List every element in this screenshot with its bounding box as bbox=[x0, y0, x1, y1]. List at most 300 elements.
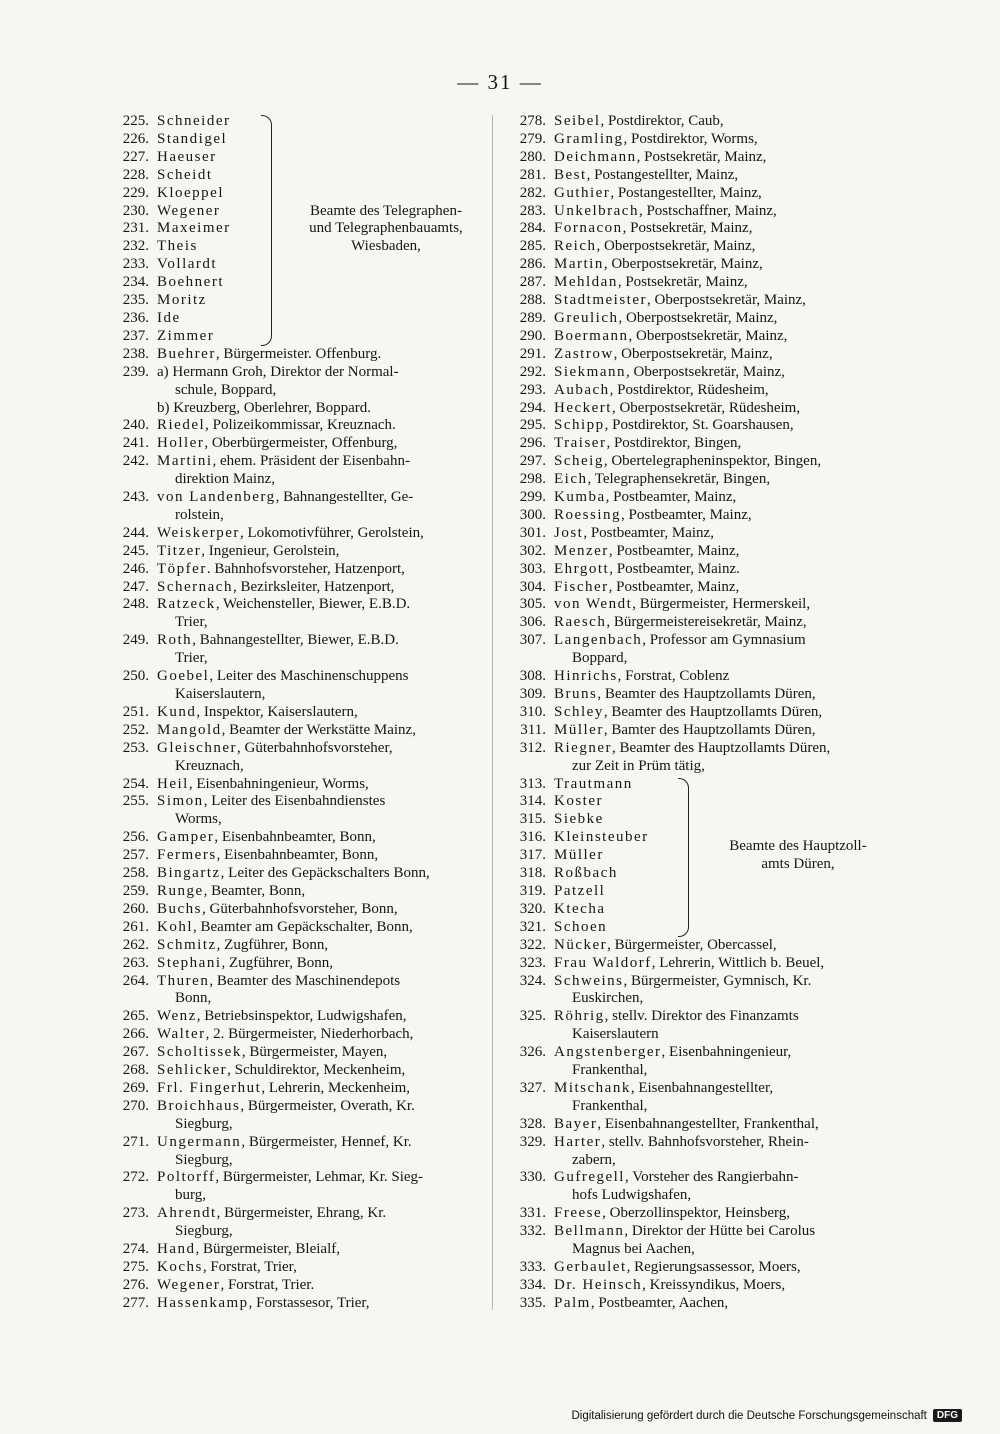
entry-text: , Polizeikommissar, Kreuznach. bbox=[205, 417, 396, 434]
entry-number: 269. bbox=[122, 1079, 149, 1096]
entry-text: , stellv. Bahnhofsvorsteher, Rhein- bbox=[601, 1133, 809, 1150]
entry-text: , Oberpostsekretär, Mainz, bbox=[647, 292, 806, 309]
entry-name: Guthier bbox=[554, 184, 611, 201]
entry-name: Eich bbox=[554, 471, 588, 488]
entry-name: Siebke bbox=[554, 811, 604, 828]
entry-text: , Postsekretär, Mainz, bbox=[622, 220, 753, 237]
entry-number: 303. bbox=[519, 560, 546, 577]
entry-number: 314. bbox=[519, 793, 546, 810]
list-item bbox=[103, 292, 488, 310]
entry-text: , Forstassesor, Trier, bbox=[248, 1294, 370, 1311]
entry-name: Schneider bbox=[157, 113, 231, 129]
entry-name: Roessing bbox=[554, 506, 622, 523]
entry-number: 284. bbox=[519, 220, 546, 237]
entry-text: , Oberpostsekretär, Mainz, bbox=[596, 238, 756, 255]
entry-text: Magnus bei Aachen, bbox=[572, 1241, 695, 1258]
entry-name: Buehrer bbox=[157, 345, 216, 362]
entry-number: 225. bbox=[122, 113, 149, 129]
entry-text: , Vorsteher des Rangierbahn- bbox=[624, 1169, 799, 1186]
list-item bbox=[103, 113, 488, 131]
entry-number: 313. bbox=[519, 775, 546, 792]
list-item bbox=[103, 167, 488, 185]
list-item bbox=[103, 632, 488, 668]
entry-number: 297. bbox=[519, 453, 546, 470]
entry-name: Seibel bbox=[554, 113, 601, 129]
entry-number: 312. bbox=[519, 739, 546, 756]
entry-text: , Postdirektor, Rüdesheim, bbox=[609, 381, 769, 398]
entry-text: , Bürgermeister, Lehmar, Kr. Sieg- bbox=[215, 1169, 424, 1186]
entry-text: , Bürgermeister, Mayen, bbox=[241, 1044, 388, 1061]
dfg-logo-icon: DFG bbox=[933, 1409, 962, 1422]
entry-text: , Oberpostsekretär, Rüdesheim, bbox=[611, 399, 801, 416]
list-item bbox=[500, 1044, 892, 1080]
list-item bbox=[103, 740, 488, 776]
entry-text: , Regierungsassessor, Moers, bbox=[626, 1259, 801, 1275]
list-item bbox=[103, 328, 488, 346]
list-item bbox=[103, 722, 488, 740]
entry-number: 261. bbox=[122, 918, 149, 935]
entry-name: Runge bbox=[157, 882, 204, 899]
entry-number: 287. bbox=[519, 274, 546, 291]
entry-number: 317. bbox=[519, 847, 546, 864]
entry-number: 328. bbox=[519, 1115, 546, 1132]
entry-name: Trautmann bbox=[554, 775, 633, 792]
entry-text: , Postsekretär, Mainz, bbox=[617, 274, 748, 291]
left-entry-list bbox=[103, 346, 488, 1313]
entry-name: Harter bbox=[554, 1133, 602, 1150]
entry-name: Aubach bbox=[554, 381, 610, 398]
entry-name: Frl. Fingerhut bbox=[157, 1079, 262, 1096]
entry-number: 335. bbox=[519, 1294, 546, 1311]
entry-number: 309. bbox=[519, 686, 546, 702]
list-item bbox=[500, 203, 892, 221]
entry-text: , Oberpostsekretär, Mainz, bbox=[628, 327, 788, 344]
entry-number: 256. bbox=[122, 829, 149, 846]
entry-number: 262. bbox=[122, 936, 149, 953]
list-item bbox=[103, 543, 488, 561]
entry-name: Boehnert bbox=[157, 274, 224, 291]
entry-number: 282. bbox=[519, 184, 546, 201]
list-item bbox=[500, 1008, 892, 1044]
entry-name: Menzer bbox=[554, 542, 609, 559]
entry-name: Kleinsteuber bbox=[554, 829, 649, 846]
entry-name: Gramling bbox=[554, 130, 624, 147]
entry-text: Kreuznach, bbox=[175, 757, 244, 774]
list-item bbox=[103, 274, 488, 292]
entry-name: Jost bbox=[554, 524, 584, 541]
entry-number: 332. bbox=[519, 1223, 546, 1240]
entry-number: 311. bbox=[520, 721, 546, 738]
entry-name: Thuren bbox=[157, 972, 210, 989]
entry-name: Vollardt bbox=[157, 256, 218, 273]
entry-number: 231. bbox=[122, 220, 149, 237]
entry-name: Langenbach bbox=[554, 632, 643, 649]
entry-number: 298. bbox=[519, 471, 546, 488]
entry-number: 252. bbox=[122, 721, 149, 738]
entry-name: Kochs bbox=[157, 1259, 203, 1275]
entry-number: 253. bbox=[122, 739, 149, 756]
list-item bbox=[103, 883, 488, 901]
entry-number: 259. bbox=[122, 882, 149, 899]
entry-text: , Beamter des Hauptzollamts Düren, bbox=[603, 703, 823, 720]
list-item bbox=[103, 973, 488, 1009]
list-item bbox=[103, 185, 488, 203]
entry-number: 248. bbox=[122, 596, 149, 613]
entry-number: 263. bbox=[122, 954, 149, 971]
entry-text: , Postbeamter, Mainz, bbox=[608, 578, 740, 595]
entry-number: 228. bbox=[122, 166, 149, 183]
list-item bbox=[103, 865, 488, 883]
entry-number: 226. bbox=[122, 130, 149, 147]
entry-text: , Oberbürgermeister, Offenburg, bbox=[204, 435, 398, 452]
entry-text: , Direktor der Hütte bei Carolus bbox=[624, 1223, 816, 1240]
list-item bbox=[500, 704, 892, 722]
entry-number: 241. bbox=[122, 435, 149, 452]
entry-text: , Professor am Gymnasium bbox=[642, 632, 806, 649]
entry-text: , Betriebsinspektor, Ludwigshafen, bbox=[196, 1008, 407, 1025]
entry-name: Scheidt bbox=[157, 166, 213, 183]
list-item bbox=[500, 686, 892, 704]
entry-name: Palm bbox=[554, 1294, 591, 1311]
list-item bbox=[103, 901, 488, 919]
list-item bbox=[500, 1223, 892, 1259]
entry-name: Walter bbox=[157, 1026, 206, 1043]
entry-number: 288. bbox=[519, 292, 546, 309]
list-item bbox=[103, 310, 488, 328]
list-item bbox=[500, 596, 892, 614]
entry-text: , Oberpostsekretär, Mainz, bbox=[618, 309, 778, 326]
list-item bbox=[500, 955, 892, 973]
entry-text: zabern, bbox=[572, 1151, 616, 1168]
entry-name: Titzer bbox=[157, 542, 202, 559]
entry-name: Schweins bbox=[554, 972, 624, 989]
entry-number: 229. bbox=[122, 184, 149, 201]
list-item bbox=[103, 149, 488, 167]
entry-number: 242. bbox=[122, 453, 149, 470]
entry-number: 306. bbox=[519, 614, 546, 631]
list-item bbox=[500, 185, 892, 203]
entry-name: Kloeppel bbox=[157, 184, 224, 201]
entry-number: 299. bbox=[519, 489, 546, 506]
list-item bbox=[500, 292, 892, 310]
entry-name: Gleischner bbox=[157, 739, 237, 756]
entry-name: Fornacon bbox=[554, 220, 623, 237]
entry-text: , ehem. Präsident der Eisenbahn- bbox=[212, 453, 410, 470]
entry-name: Hand bbox=[157, 1241, 196, 1258]
entry-name: Töpfer bbox=[157, 560, 207, 577]
entry-name: Deichmann bbox=[554, 148, 637, 165]
entry-text: , Bürgermeister, Ehrang, Kr. bbox=[216, 1205, 387, 1222]
list-item bbox=[500, 793, 892, 811]
entry-text: Trier, bbox=[175, 614, 208, 631]
entry-name: Standigel bbox=[157, 130, 228, 147]
list-item bbox=[500, 579, 892, 597]
entry-name: von Landenberg bbox=[157, 489, 276, 506]
list-item bbox=[500, 919, 892, 937]
entry-name: Greulich bbox=[554, 309, 619, 326]
entry-text: . Bahnhofsvorsteher, Hatzenport, bbox=[206, 560, 405, 577]
list-item bbox=[500, 131, 892, 149]
entry-text: , Bürgermeister, Obercassel, bbox=[607, 936, 777, 953]
entry-text: , Postangestellter, Mainz, bbox=[610, 184, 762, 201]
entry-name: Siekmann bbox=[554, 363, 626, 380]
list-item bbox=[103, 596, 488, 632]
entry-text: , Oberpostsekretär, Mainz, bbox=[603, 256, 763, 273]
list-item bbox=[500, 1259, 892, 1277]
entry-number: 292. bbox=[519, 363, 546, 380]
group-label-line: Beamte des Hauptzoll- bbox=[729, 838, 867, 855]
entry-text: , Beamter des Hauptzollamts Düren, bbox=[597, 686, 816, 702]
list-item bbox=[103, 561, 488, 579]
entry-name: Wegener bbox=[157, 202, 221, 219]
entry-name: Angstenberger bbox=[554, 1044, 662, 1061]
entry-text: , Bahnangestellter, Ge- bbox=[275, 489, 414, 506]
entry-name: Müller bbox=[554, 721, 604, 738]
entry-number: 296. bbox=[519, 435, 546, 452]
footer-text: Digitalisierung gefördert durch die Deutsche Forschungsgemeinschaft bbox=[571, 1409, 927, 1422]
list-item bbox=[500, 1080, 892, 1116]
entry-text: , Güterbahnhofsvorsteher, Bonn, bbox=[202, 900, 398, 917]
entry-text: a) Hermann Groh, Direktor der Normal- bbox=[157, 363, 399, 380]
entry-name: Ide bbox=[157, 309, 181, 326]
entry-name: Hinrichs bbox=[554, 668, 618, 685]
list-item bbox=[500, 256, 892, 274]
entry-number: 294. bbox=[519, 399, 546, 416]
entry-text: , Bürgermeistereisekretär, Mainz, bbox=[606, 614, 807, 631]
right-entry-list-a bbox=[500, 113, 892, 776]
entry-text: zur Zeit in Prüm tätig, bbox=[572, 757, 705, 774]
group-label-line: Beamte des Telegraphen- bbox=[310, 202, 462, 219]
entry-name: von Wendt bbox=[554, 596, 633, 613]
entry-name: Broichhaus bbox=[157, 1097, 241, 1114]
entry-text: , Bürgermeister, Hennef, Kr. bbox=[241, 1133, 412, 1150]
entry-name: Wenz bbox=[157, 1008, 197, 1025]
entry-text: , Kreissyndikus, Moers, bbox=[642, 1276, 786, 1293]
list-item bbox=[500, 668, 892, 686]
list-item bbox=[103, 417, 488, 435]
entry-text: , Lehrerin, Wittlich b. Beuel, bbox=[651, 954, 825, 971]
entry-number: 268. bbox=[122, 1062, 149, 1079]
list-item bbox=[500, 937, 892, 955]
entry-name: Mangold bbox=[157, 721, 222, 738]
entry-name: Bingartz bbox=[157, 865, 221, 882]
list-item bbox=[500, 400, 892, 418]
entry-number: 302. bbox=[519, 542, 546, 559]
entry-number: 275. bbox=[122, 1259, 149, 1275]
list-item bbox=[500, 113, 892, 131]
right-column bbox=[500, 113, 892, 1313]
list-item bbox=[500, 973, 892, 1009]
list-item bbox=[103, 346, 488, 364]
entry-number: 286. bbox=[519, 256, 546, 273]
entry-text: Trier, bbox=[175, 650, 208, 667]
entry-number: 250. bbox=[122, 668, 149, 685]
entry-text: , Eisenbahnbeamter, Bonn, bbox=[214, 829, 376, 846]
entry-name: Fermers bbox=[157, 847, 217, 864]
list-item bbox=[500, 740, 892, 776]
entry-name: Dr. Heinsch bbox=[554, 1276, 643, 1293]
list-item bbox=[103, 435, 488, 453]
list-item bbox=[500, 346, 892, 364]
entry-text: , Postbeamter, Mainz. bbox=[609, 560, 740, 577]
list-item bbox=[500, 1169, 892, 1205]
entry-text: Siegburg, bbox=[175, 1223, 233, 1240]
entry-number: 331. bbox=[519, 1205, 546, 1222]
entry-text: hofs Ludwigshafen, bbox=[572, 1187, 692, 1204]
list-item bbox=[500, 543, 892, 561]
group-label bbox=[698, 838, 898, 874]
list-item bbox=[500, 614, 892, 632]
entry-number: 237. bbox=[122, 327, 149, 344]
entry-name: Zastrow bbox=[554, 345, 614, 362]
entry-number: 326. bbox=[519, 1044, 546, 1061]
entry-number: 291. bbox=[519, 345, 546, 362]
list-item bbox=[103, 1008, 488, 1026]
entry-number: 265. bbox=[122, 1008, 149, 1025]
entry-text: , Postangestellter, Mainz, bbox=[586, 166, 739, 183]
entry-name: Theis bbox=[157, 238, 198, 255]
entry-name: Poltorff bbox=[157, 1169, 216, 1186]
list-item bbox=[500, 776, 892, 794]
entry-name: Schoen bbox=[554, 918, 608, 935]
entry-name: Ktecha bbox=[554, 900, 606, 917]
right-entry-list-b bbox=[500, 937, 892, 1313]
entry-text: , Bezirksleiter, Hatzenport, bbox=[232, 578, 395, 595]
entry-number: 293. bbox=[519, 381, 546, 398]
list-item bbox=[103, 955, 488, 973]
list-item bbox=[500, 632, 892, 668]
entry-name: Scholtissek bbox=[157, 1044, 242, 1061]
list-item bbox=[500, 310, 892, 328]
entry-number: 310. bbox=[519, 703, 546, 720]
entry-number: 305. bbox=[519, 596, 546, 613]
entry-text: , Eisenbahnangestellter, Frankenthal, bbox=[597, 1115, 819, 1132]
entry-number: 320. bbox=[519, 900, 546, 917]
left-group bbox=[103, 113, 488, 346]
entry-text: , Forstrat, Trier, bbox=[202, 1259, 297, 1275]
list-item bbox=[103, 453, 488, 489]
entry-name: Ratzeck bbox=[157, 596, 216, 613]
list-item bbox=[500, 453, 892, 471]
list-item bbox=[500, 417, 892, 435]
list-item bbox=[500, 525, 892, 543]
list-item bbox=[103, 1134, 488, 1170]
entry-number: 285. bbox=[519, 238, 546, 255]
list-item bbox=[103, 1205, 488, 1241]
entry-text: , Zugführer, Bonn, bbox=[221, 954, 333, 971]
list-item bbox=[500, 149, 892, 167]
entry-text: , Inspektor, Kaiserslautern, bbox=[196, 703, 358, 720]
entry-number: 232. bbox=[122, 238, 149, 255]
entry-number: 257. bbox=[122, 847, 149, 864]
entry-text: , Forstrat, Coblenz bbox=[617, 668, 730, 685]
entry-name: Ungermann bbox=[157, 1133, 242, 1150]
entry-name: Haeuser bbox=[157, 148, 217, 165]
column-divider bbox=[492, 115, 493, 1310]
entry-text: , Postdirektor, St. Goarshausen, bbox=[604, 417, 794, 434]
entry-number: 330. bbox=[519, 1169, 546, 1186]
entry-name: Schernach bbox=[157, 578, 233, 595]
entry-number: 260. bbox=[122, 900, 149, 917]
entry-text: , Postbeamter, Mainz, bbox=[621, 506, 752, 523]
entry-number: 251. bbox=[122, 703, 149, 720]
entry-name: Kumba bbox=[554, 489, 606, 506]
list-item bbox=[500, 382, 892, 400]
entry-name: Mehldan bbox=[554, 274, 618, 291]
list-item bbox=[103, 1062, 488, 1080]
entry-text: , Bamter des Hauptzollamts Düren, bbox=[603, 721, 816, 738]
list-item bbox=[500, 1277, 892, 1295]
entry-text: Kaiserslautern bbox=[572, 1026, 659, 1043]
list-item bbox=[103, 1044, 488, 1062]
entry-text: , Leiter des Maschinenschuppens bbox=[209, 668, 409, 685]
list-item bbox=[500, 274, 892, 292]
list-item bbox=[103, 579, 488, 597]
entry-text: , Beamter des Maschinendepots bbox=[209, 972, 401, 989]
entry-name: Traiser bbox=[554, 435, 607, 452]
group-label-line: Wiesbaden, bbox=[351, 238, 421, 255]
list-item bbox=[500, 435, 892, 453]
group-label bbox=[281, 203, 491, 257]
entry-name: Weiskerper bbox=[157, 524, 240, 541]
entry-name: Scheig bbox=[554, 453, 604, 470]
entry-name: Wegener bbox=[157, 1276, 221, 1293]
entry-number: 315. bbox=[519, 811, 546, 828]
entry-name: Freese bbox=[554, 1205, 603, 1222]
entry-name: Patzell bbox=[554, 882, 606, 899]
list-item bbox=[500, 722, 892, 740]
entry-name: Koster bbox=[554, 793, 603, 810]
list-item bbox=[500, 561, 892, 579]
list-item bbox=[103, 1080, 488, 1098]
list-item bbox=[103, 1277, 488, 1295]
entry-text: Bonn, bbox=[175, 990, 212, 1007]
entry-number: 308. bbox=[519, 668, 546, 685]
entry-text: , Beamter am Gepäckschalter, Bonn, bbox=[193, 918, 413, 935]
entry-text: Siegburg, bbox=[175, 1115, 233, 1132]
entry-text: , Zugführer, Bonn, bbox=[216, 936, 329, 953]
entry-text: schule, Boppard, bbox=[175, 381, 277, 398]
entry-name: Heil bbox=[157, 775, 189, 792]
entry-number: 255. bbox=[122, 793, 149, 810]
entry-number: 266. bbox=[122, 1026, 149, 1043]
list-item bbox=[500, 489, 892, 507]
entry-text: , Lokomotivführer, Gerolstein, bbox=[239, 524, 424, 541]
entry-text: , Leiter des Gepäckschalters Bonn, bbox=[220, 865, 430, 882]
entry-text: , Obertelegrapheninspektor, Bingen, bbox=[603, 453, 822, 470]
entry-name: Zimmer bbox=[157, 327, 215, 344]
list-item bbox=[500, 328, 892, 346]
entry-name: Unkelbrach bbox=[554, 202, 639, 219]
entry-name: Gamper bbox=[157, 829, 215, 846]
entry-name: Best bbox=[554, 166, 587, 183]
entry-name: Goebel bbox=[157, 668, 210, 685]
entry-text: , Oberzollinspektor, Heinsberg, bbox=[602, 1205, 790, 1222]
entry-number: 270. bbox=[122, 1097, 149, 1114]
entry-number: 283. bbox=[519, 202, 546, 219]
entry-text: , Oberpostsekretär, Mainz, bbox=[613, 345, 773, 362]
list-item bbox=[103, 256, 488, 274]
entry-number: 234. bbox=[122, 274, 149, 291]
entry-number: 249. bbox=[122, 632, 149, 649]
entry-text: , Forstrat, Trier. bbox=[220, 1276, 315, 1293]
entry-text: , Bürgermeister, Gymnisch, Kr. bbox=[623, 972, 812, 989]
list-item bbox=[103, 1241, 488, 1259]
entry-name: Roßbach bbox=[554, 865, 618, 882]
entry-name: Martini bbox=[157, 453, 213, 470]
entry-text: , Oberpostsekretär, Mainz, bbox=[626, 363, 785, 380]
entry-text: , Leiter des Eisenbahndienstes bbox=[203, 793, 386, 810]
